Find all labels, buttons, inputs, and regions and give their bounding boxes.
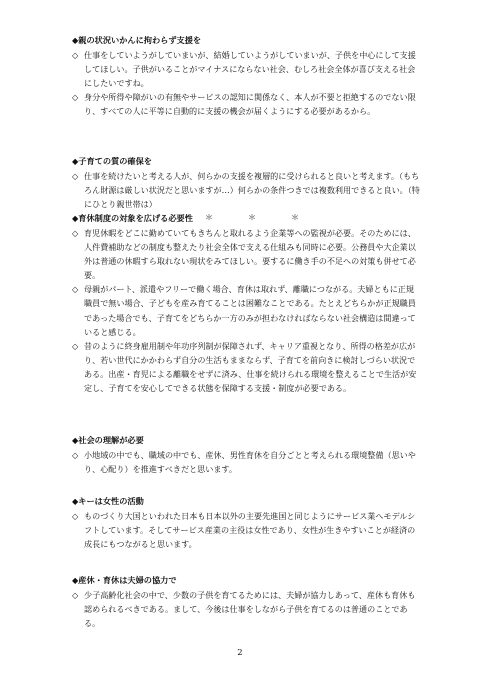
separator-star: ＊ [291,213,299,223]
paragraph-text: 母親がパート、派遣やフリーで働く場合、育休は取れず、離職につながる。夫婦ともに正規職員で無い場合、子どもを産み育てることは困難なことである。たとえどちらかが正規職員であった場合でも、子育てをどちらか一方のみが担わなければならない社会構造は間違っていると感じる。 [84,284,416,337]
section-women-activity [72,495,420,551]
separator-star: ＊ [248,213,256,223]
paragraph [72,339,420,395]
paragraph [72,90,420,118]
paragraph-text: 仕事をしていようがしていまいが、結婚していようがしていまいが、子供を中心にして支援してほしい。子供がいることがマイナスにならない社会、むしろ社会全体が喜び支える社会にしたいですね。 [84,50,416,89]
diamond-bullet-icon: ◇ [72,171,79,181]
separator-star: ＊ [205,213,213,223]
paragraph-text: 小地域の中でも、職域の中でも、産休、男性育休を自分ごとと考えられる環境整備（思いやり、心配り）を推進すべきだと思います。 [84,450,416,475]
paragraph-text: 育児休暇をどこに勤めていてもきちんと取れるよう企業等への監視が必要。そのためには、人件費補助などの制度も整えたり社会全体で支える仕組みも同時に必要。公務員や大企業以外は普通の休暇すら取れない現状をみてほしい。要するに働き手の不足への対策も併せて必要。 [84,228,416,281]
diamond-bullet-icon: ◇ [72,340,79,351]
diamond-bullet-icon: ◇ [72,450,79,460]
section-parent-status [72,34,420,118]
paragraph-text: ものづくり大国といわれた日本も日本以外の主要先進国と同じようにサービス業へモデルシフトしています。そしてサービス産業の主役は女性であり、女性が生きやすいことが経済の成長にもつながると思います。 [84,511,416,550]
section-couple-cooperation [72,574,420,630]
section-social-understanding [72,434,420,476]
paragraph [72,448,420,476]
diamond-bullet-icon: ◇ [72,284,79,295]
paragraph-text: 昔のように終身雇用制や年功序列制が保障されず、キャリア重視となり、所得の格差が広がり、若い世代にかかわらず自分の生活もままならず、子育てを前向きに検討しづらい状況である。出産・育児による離職をせずに済み、仕事を続けられる環境を整えることで生活が安定し、子育てを安心してできる状態を保障する支援・制度が必要である。 [84,340,417,394]
paragraph [72,226,420,282]
section-heading: ◆キーは女性の活動 [72,496,144,506]
page-number: 2 [237,648,243,658]
paragraph [72,169,420,211]
section-heading: ◆産休・育休は夫婦の協力で [72,575,177,585]
diamond-bullet-icon: ◇ [72,511,79,521]
paragraph [72,588,420,630]
paragraph-text: 少子高齢化社会の中で、少数の子供を育てるためには、夫婦が協力しあって、産休も育休も認められるべきである。まして、今後は仕事をしながら子供を育てるのは普通のことである。 [84,590,416,629]
paragraph [72,282,420,338]
section-heading: ◆子育ての質の確保を [72,156,152,166]
paragraph-text: 身分や所得や障がいの有無やサービスの認知に関係なく、本人が不要と拒絶するのでない限り、すべての人に平等に自動的に支援の機会が届くようにする必要があるから。 [84,92,416,117]
paragraph-text: 仕事を続けたいと考える人が、何らかの支援を複層的に受けられると良いと考えます。（もちろん財源は厳しい状況だと思いますが…）何らかの条件つきでは複数利用できると良い。（特にひとり親世帯は） [84,171,420,210]
diamond-bullet-icon: ◇ [72,50,79,60]
section-heading: ◆育休制度の対象を広げる必要性 [72,213,193,223]
section-heading: ◆親の状況いかんに拘わらず支援を [72,35,202,45]
diamond-bullet-icon: ◇ [72,92,79,103]
diamond-bullet-icon: ◇ [72,590,79,600]
diamond-bullet-icon: ◇ [72,228,79,238]
paragraph [72,48,420,90]
section-heading: ◆社会の理解が必要 [72,435,144,445]
paragraph [72,509,420,551]
section-parental-leave [72,212,420,395]
